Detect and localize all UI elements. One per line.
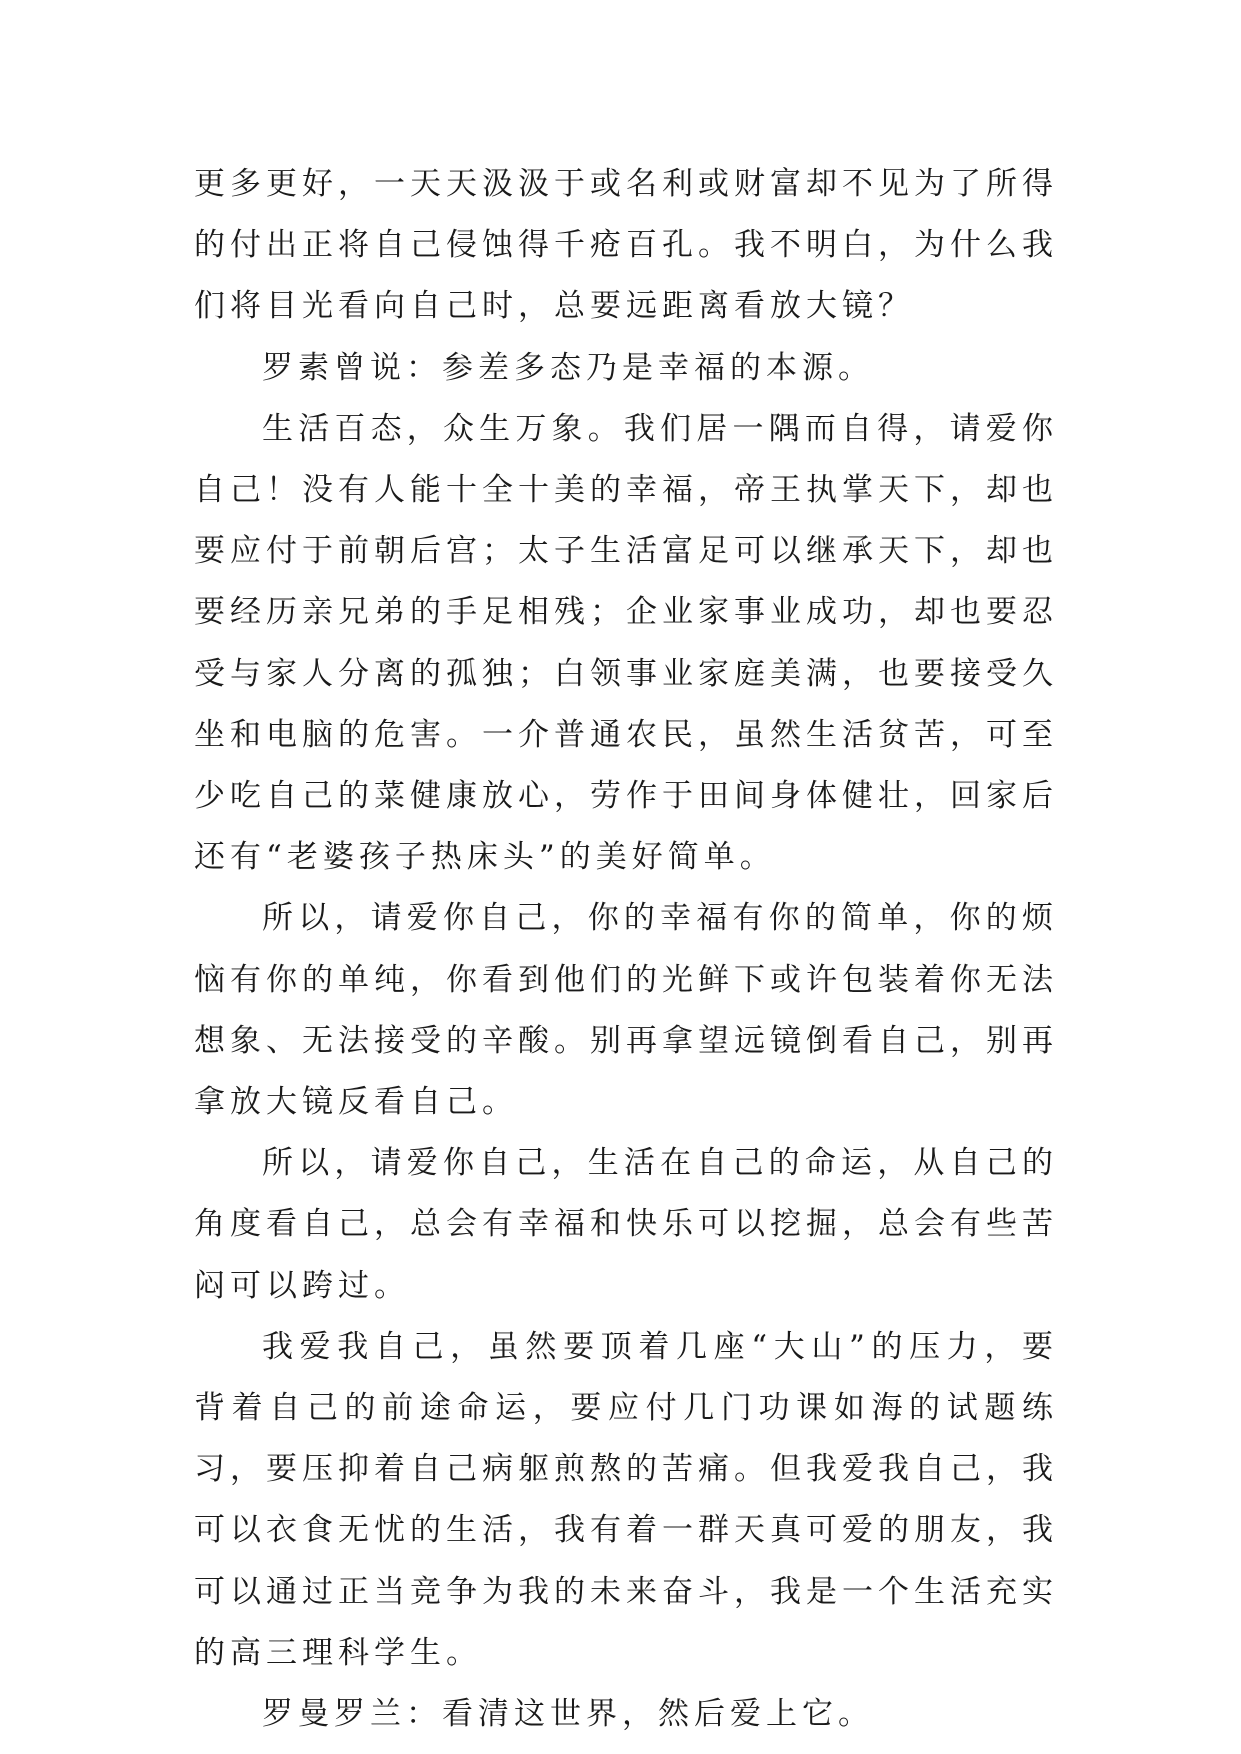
paragraph-7: 罗曼罗兰：看清这世界，然后爱上它。 [262,1696,874,1733]
paragraph-2: 罗素曾说：参差多态乃是幸福的本源。 [262,349,874,386]
paragraph-4: 所以，请爱你自己，你的幸福有你的简单，你的烦恼有你的单纯，你看到他们的光鲜下或许包装着你无法想象、无法接受的辛酸。别再拿望远镜倒看自己，别再拿放大镜反看自己。 [194,900,1058,1121]
essay-body [194,154,1058,1745]
paragraph-5: 所以，请爱你自己，生活在自己的命运，从自己的角度看自己，总会有幸福和快乐可以挖掘，总会有些苦闷可以跨过。 [194,1145,1058,1304]
paragraph-1: 更多更好，一天天汲汲于或名利或财富却不见为了所得的付出正将自己侵蚀得千疮百孔。我不明白，为什么我们将目光看向自己时，总要远距离看放大镜？ [194,166,1058,325]
paragraph-6: 我爱我自己，虽然要顶着几座“大山”的压力，要背着自己的前途命运，要应付几门功课如海的试题练习，要压抑着自己病躯煎熬的苦痛。但我爱我自己，我可以衣食无忧的生活，我有着一群天真可爱的朋友，我可以通过正当竞争为我的未来奋斗，我是一个生活充实的高三理科学生。 [194,1328,1058,1671]
paragraph-3: 生活百态，众生万象。我们居一隅而自得，请爱你自己！没有人能十全十美的幸福，帝王执掌天下，却也要应付于前朝后宫；太子生活富足可以继承天下，却也要经历亲兄弟的手足相残；企业家事业成功，却也要忍受与家人分离的孤独；白领事业家庭美满，也要接受久坐和电脑的危害。一介普通农民，虽然生活贫苦，可至少吃自己的菜健康放心，劳作于田间身体健壮，回家后还有“老婆孩子热床头”的美好简单。 [194,410,1058,876]
